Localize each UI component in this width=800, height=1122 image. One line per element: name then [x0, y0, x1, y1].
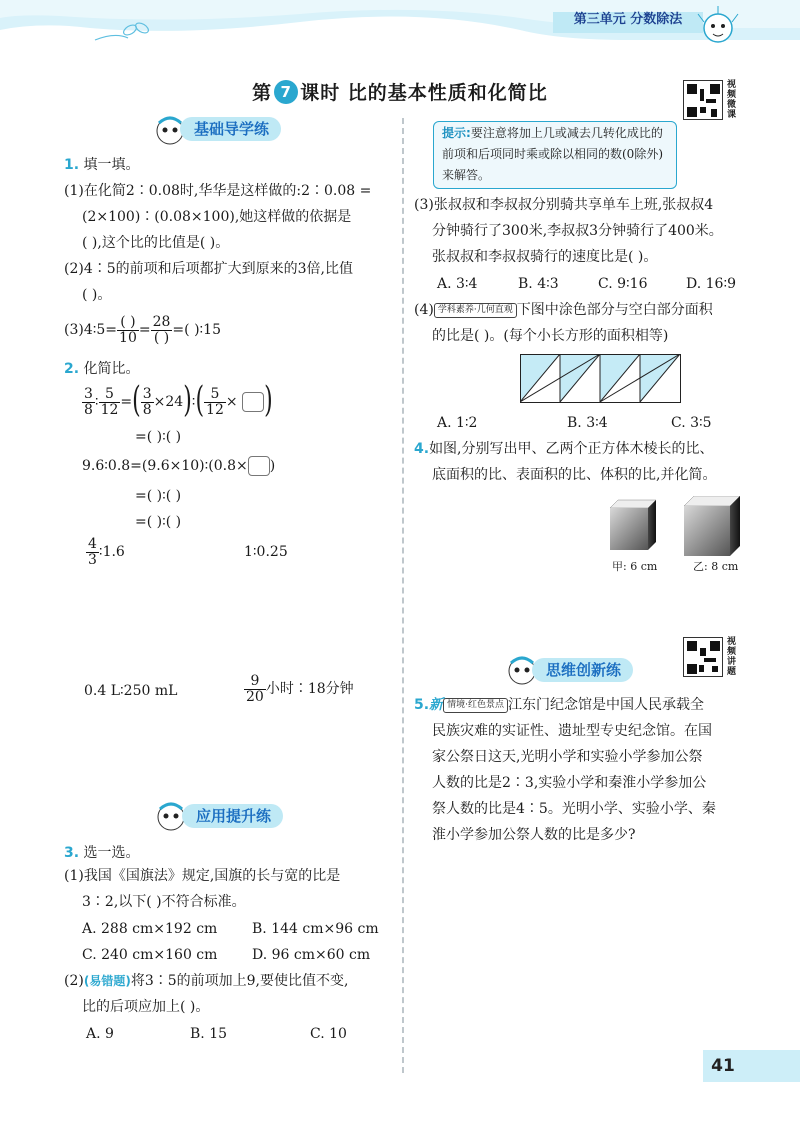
question-5-line5: 祭人数的比是4∶5。光明小学、实验小学、秦 [432, 801, 716, 817]
q2-expression-3: $\frac{4}{3}$ ∶1.6 [88, 535, 125, 568]
q3-part3-line2: 分钟骑行了300米,李叔叔3分钟骑行了400米。 [432, 223, 723, 239]
q3-part2-option-a[interactable]: A. 9 [86, 1026, 114, 1042]
section-apply-title: 应用提升练 [182, 804, 283, 828]
q3-part3-option-a[interactable]: A. 3∶4 [437, 276, 478, 292]
q2-expression-2-step2[interactable]: =( )∶( ) [135, 514, 182, 530]
cube-yi [684, 496, 740, 556]
question-3-stem: 3. 选一选。 [64, 845, 140, 861]
q3-part4-line1: (4) 学科素养·几何直观 下图中涂色部分与空白部分面积 [414, 302, 713, 318]
qr-label: 视频讲题 [727, 637, 737, 677]
lesson-number-badge: 7 [274, 80, 298, 104]
question-5-line1: 5.新 情境·红色景点 江东门纪念馆是中国人民承载全 [414, 697, 704, 713]
q3-part4-line2[interactable]: 的比是( )。(每个小长方形的面积相等) [432, 328, 669, 344]
section-basic-title: 基础导学练 [180, 117, 281, 141]
q1-part1-line1: (1)在化简2∶0.08时,华华是这样做的:2∶0.08 = [64, 183, 372, 199]
section-innovate-title: 思维创新练 [532, 658, 633, 682]
page-title: 第 7 课时 比的基本性质和化简比 [252, 82, 548, 104]
cube-yi-caption: 乙: 8 cm [693, 560, 739, 573]
q3-part4-option-c[interactable]: C. 3∶5 [671, 415, 712, 431]
question-1-stem: 1. 填一填。 [64, 157, 140, 173]
q3-part3-option-d[interactable]: D. 16∶9 [686, 276, 736, 292]
qr-code-icon[interactable] [683, 80, 723, 120]
q1-part2-line2[interactable]: ( )。 [82, 287, 112, 303]
q3-part1-option-d[interactable]: D. 96 cm×60 cm [252, 947, 371, 963]
q3-part1-line2[interactable]: 3∶2,以下( )不符合标准。 [82, 894, 246, 910]
q3-part1-option-b[interactable]: B. 144 cm×96 cm [252, 921, 379, 937]
q3-part1-line1: (1)我国《国旗法》规定,国旗的长与宽的比是 [64, 868, 341, 884]
q3-part3-option-b[interactable]: B. 4∶3 [518, 276, 559, 292]
error-prone-tag: (易错题) [83, 974, 131, 988]
q2-expression-1[interactable]: $\frac{3}{8}$ ∶ $\frac{5}{12}$ =( $\frac{3}{8}$ ×24)∶( $\frac{5}{12}$ × ) [84, 381, 273, 422]
q3-part2-line1: (2)(易错题)将3∶5的前项加上9,要使比值不变, [64, 973, 349, 989]
question-5-line4: 人数的比是2∶3,实验小学和秦淮小学参加公 [432, 775, 707, 791]
cubes-figure [604, 496, 764, 558]
answer-box[interactable] [242, 392, 264, 412]
q3-part2-line2[interactable]: 比的后项应加上( )。 [82, 999, 210, 1015]
question-5-line6: 淮小学参加公祭人数的比是多少? [432, 827, 636, 843]
question-2-stem: 2. 化简比。 [64, 361, 140, 377]
scenario-tag: 情境·红色景点 [443, 698, 508, 713]
q3-part2-option-c[interactable]: C. 10 [310, 1026, 347, 1042]
question-5-line2: 民族灾难的实证性、遗址型专史纪念馆。在国 [432, 723, 712, 739]
answer-box[interactable] [248, 456, 270, 476]
literacy-tag: 学科素养·几何直观 [434, 303, 517, 318]
q1-part1-line2: (2×100)∶(0.08×100),她这样做的依据是 [82, 209, 352, 225]
q2-expression-2[interactable]: 9.6∶0.8=(9.6×10)∶(0.8× ) [82, 458, 276, 474]
q3-part4-option-b[interactable]: B. 3∶4 [567, 415, 608, 431]
q2-expression-2-step1[interactable]: =( )∶( ) [135, 488, 182, 504]
q3-part3-option-c[interactable]: C. 9∶16 [598, 276, 648, 292]
q3-part3-line3[interactable]: 张叔叔和李叔叔骑行的速度比是( )。 [432, 249, 658, 265]
unit-label: 第三单元 分数除法 [573, 12, 683, 27]
rectangle-figure [520, 354, 682, 404]
cube-jia [610, 500, 656, 550]
cube-jia-caption: 甲: 6 cm [612, 560, 658, 573]
hint-box: 提示:要注意将加上几或减去几转化成比的前项和后项同时乘或除以相同的数(0除外)来解答。 [433, 121, 677, 189]
question-5-line3: 家公祭日这天,光明小学和实验小学参加公祭 [432, 749, 703, 765]
q1-part2-line1: (2)4∶5的前项和后项都扩大到原来的3倍,比值 [64, 261, 354, 277]
question-4-line1: 4.如图,分别写出甲、乙两个正方体木棱长的比、 [414, 441, 714, 457]
q1-part1-line3[interactable]: ( ),这个比的比值是( )。 [82, 235, 230, 251]
qr-label: 视频微课 [727, 80, 737, 120]
q2-expression-1-answer[interactable]: =( )∶( ) [135, 429, 182, 445]
q2-expression-6: $\frac{9}{20}$ 小时∶18分钟 [246, 672, 354, 705]
q2-expression-5: 0.4 L∶250 mL [84, 683, 178, 699]
question-4-line2: 底面积的比、表面积的比、体积的比,并化简。 [432, 467, 717, 483]
q3-part4-option-a[interactable]: A. 1∶2 [437, 415, 478, 431]
q3-part3-line1: (3)张叔叔和李叔叔分别骑共享单车上班,张叔叔4 [414, 197, 714, 213]
page-number: 41 [711, 1056, 735, 1076]
qr-code-icon[interactable] [683, 637, 723, 677]
q3-part2-option-b[interactable]: B. 15 [190, 1026, 228, 1042]
q1-part3-equation[interactable]: (3)4∶5= $\frac{( )}{10}$ = $\frac{28}{( )}$ =( )∶15 [64, 313, 221, 346]
q3-part1-option-c[interactable]: C. 240 cm×160 cm [82, 947, 218, 963]
q3-part1-option-a[interactable]: A. 288 cm×192 cm [82, 921, 218, 937]
q2-expression-4: 1∶0.25 [244, 544, 288, 560]
column-divider [402, 118, 404, 1073]
